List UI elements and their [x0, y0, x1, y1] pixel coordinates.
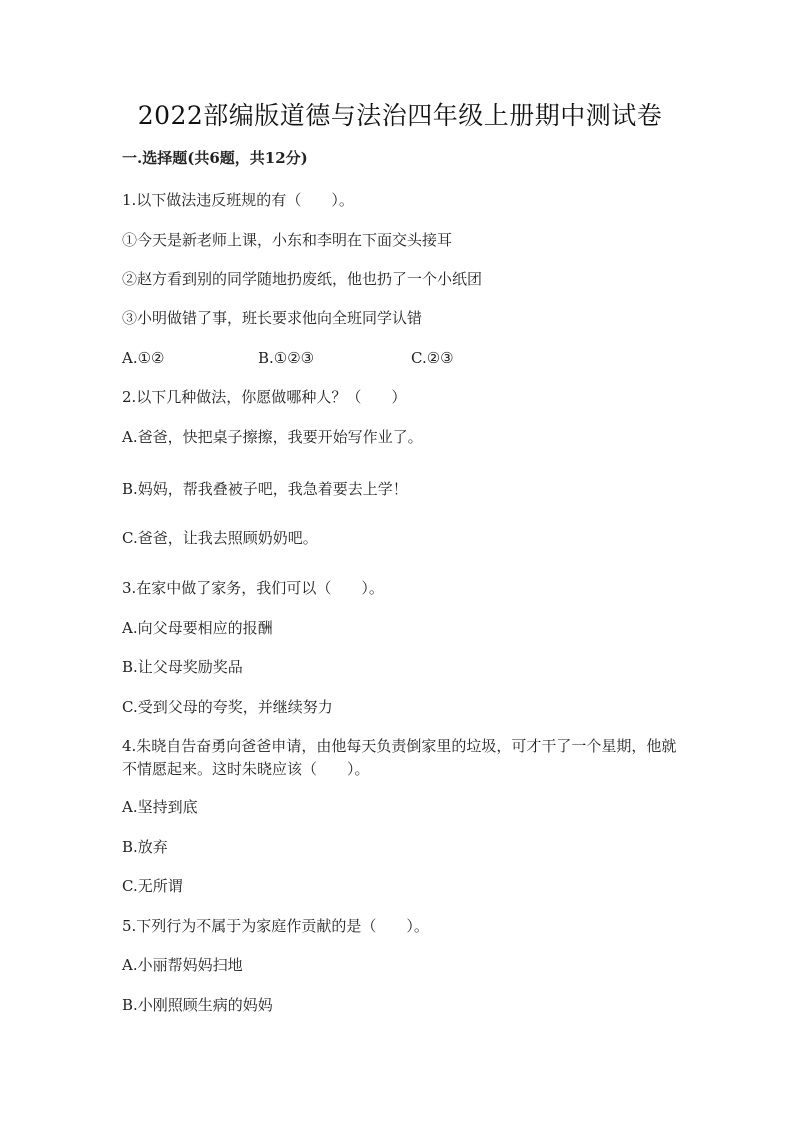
question-2-option-c: C.爸爸，让我去照顾奶奶吧。: [122, 529, 318, 547]
question-3-option-a: A.向父母要相应的报酬: [122, 619, 273, 637]
question-2-option-b: B.妈妈，帮我叠被子吧，我急着要去上学！: [122, 480, 408, 498]
question-3-option-c: C.受到父母的夸奖，并继续努力: [122, 698, 333, 716]
question-2-stem: 2.以下几种做法，你愿做哪种人？（ ）: [122, 388, 407, 406]
question-4-option-b: B.放弃: [122, 838, 168, 856]
question-1-option-b: B.①②③: [258, 349, 315, 367]
question-1-statement-3: ③小明做错了事，班长要求他向全班同学认错: [122, 309, 423, 327]
question-1-statement-2: ②赵方看到别的同学随地扔废纸，他也扔了一个小纸团: [122, 270, 483, 288]
question-1-option-a: A.①②: [122, 349, 165, 367]
question-5-option-a: A.小丽帮妈妈扫地: [122, 956, 243, 974]
question-1-statement-1: ①今天是新老师上课，小东和李明在下面交头接耳: [122, 231, 453, 249]
section-heading: 一.选择题(共6题，共12分): [122, 149, 308, 167]
question-4-option-c: C.无所谓: [122, 877, 183, 895]
exam-title: 2022部编版道德与法治四年级上册期中测试卷: [137, 101, 663, 130]
question-4-stem: 4.朱晓自告奋勇向爸爸申请，由他每天负责倒家里的垃圾，可才干了一个星期，他就不情愿起来。这时朱晓应该（ ）。: [122, 737, 677, 778]
question-4-option-a: A.坚持到底: [122, 798, 198, 816]
question-3-option-b: B.让父母奖励奖品: [122, 658, 243, 676]
question-5-option-b: B.小刚照顾生病的妈妈: [122, 996, 273, 1014]
question-1-option-c: C.②③: [411, 349, 454, 367]
question-1-stem: 1.以下做法违反班规的有（ ）。: [122, 191, 354, 209]
question-3-stem: 3.在家中做了家务，我们可以（ ）。: [122, 579, 384, 597]
question-5-stem: 5.下列行为不属于为家庭作贡献的是（ ）。: [122, 917, 429, 935]
question-2-option-a: A.爸爸，快把桌子擦擦，我要开始写作业了。: [122, 428, 423, 446]
